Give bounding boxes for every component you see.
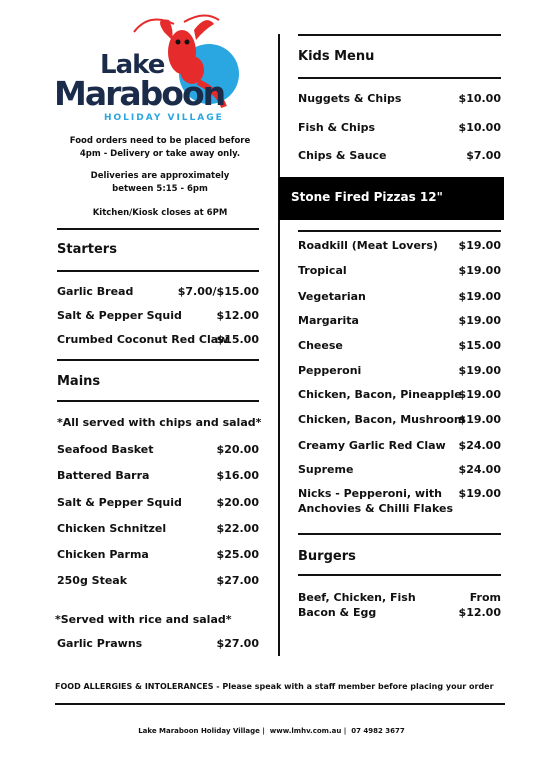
menu-item: [57, 496, 259, 510]
menu-item: [298, 388, 501, 402]
delivery-notice-line1: Deliveries are approximately: [90, 171, 230, 181]
item-name: Seafood Basket: [57, 443, 154, 456]
menu-item: [298, 413, 501, 427]
menu-item: [57, 548, 259, 562]
kitchen-notice: Kitchen/Kiosk closes at 6PM: [92, 208, 228, 218]
item-name: Roadkill (Meat Lovers): [298, 239, 438, 252]
item-price: $7.00/$15.00: [177, 285, 259, 298]
item-price: $22.00: [216, 522, 259, 535]
item-name: Vegetarian: [298, 290, 366, 303]
delivery-notice: [60, 170, 260, 196]
item-name: 250g Steak: [57, 574, 128, 587]
item-name: Nuggets & Chips: [298, 92, 402, 105]
item-price: $12.00: [216, 309, 259, 322]
pizza-banner: [279, 177, 504, 220]
menu-item: [298, 463, 501, 477]
menu-item: [57, 333, 259, 347]
item-price: $19.00: [458, 364, 501, 377]
item-name: Beef, Chicken, Fish: [298, 591, 416, 604]
item-name: Margarita: [298, 314, 359, 327]
item-name: Battered Barra: [57, 469, 150, 482]
item-name: Chicken Schnitzel: [57, 522, 167, 535]
menu-item: [57, 285, 259, 299]
item-name: Chicken, Bacon, Pineapple: [298, 388, 462, 401]
item-price: $19.00: [458, 487, 501, 500]
item-price: $15.00: [216, 333, 259, 346]
item-name: Creamy Garlic Red Claw: [298, 439, 446, 452]
menu-item: [298, 149, 501, 163]
menu-item: [298, 487, 501, 517]
menu-item: [298, 290, 501, 304]
item-price: $25.00: [216, 548, 259, 561]
mains-top-rule: [57, 359, 259, 361]
menu-item: [57, 574, 259, 588]
allergy-notice: FOOD ALLERGIES & INTOLERANCES - Please speak with a staff member before placing your order: [55, 682, 494, 691]
mains-note: *All served with chips and salad*: [57, 416, 262, 429]
item-price: $16.00: [216, 469, 259, 482]
starters-bottom-rule: [57, 270, 259, 272]
item-price: $19.00: [458, 388, 501, 401]
menu-item: [298, 591, 501, 621]
item-price: $20.00: [216, 443, 259, 456]
item-name: Garlic Bread: [57, 285, 134, 298]
order-notice-line2: 4pm - Delivery or take away only.: [79, 149, 241, 159]
item-price: $10.00: [458, 92, 501, 105]
item-name: Tropical: [298, 264, 347, 277]
logo-text-lake: Lake: [100, 50, 165, 80]
menu-item: [298, 339, 501, 353]
pizza-heading: Stone Fired Pizzas 12": [291, 190, 443, 204]
item-price: $12.00: [458, 606, 501, 619]
item-price: $19.00: [458, 314, 501, 327]
footer-rule: [55, 703, 505, 705]
item-name: Pepperoni: [298, 364, 362, 377]
item-price: $19.00: [458, 239, 501, 252]
item-price: $15.00: [458, 339, 501, 352]
logo-text-maraboon: Maraboon: [54, 74, 225, 113]
burgers-heading: Burgers: [298, 549, 356, 564]
item-name: Chicken Parma: [57, 548, 149, 561]
menu-item: [298, 264, 501, 278]
menu-item: [298, 314, 501, 328]
order-notice: [60, 135, 260, 161]
kids-heading: Kids Menu: [298, 49, 375, 64]
order-notice-line1: Food orders need to be placed before: [69, 136, 251, 146]
mains-rice-note: *Served with rice and salad*: [55, 613, 232, 626]
logo-subtitle: HOLIDAY VILLAGE: [104, 113, 224, 123]
item-price: $20.00: [216, 496, 259, 509]
item-name: Supreme: [298, 463, 354, 476]
item-name: Crumbed Coconut Red Claw: [57, 333, 229, 346]
menu-item: [298, 439, 501, 453]
item-price: $24.00: [458, 439, 501, 452]
item-name: Fish & Chips: [298, 121, 376, 134]
menu-item: [298, 239, 501, 253]
item-name: Salt & Pepper Squid: [57, 309, 182, 322]
mains-heading: Mains: [57, 374, 101, 389]
menu-item: [298, 92, 501, 106]
menu-item: [298, 121, 501, 135]
item-name: Garlic Prawns: [57, 637, 143, 650]
item-price: $27.00: [216, 574, 259, 587]
item-price: $10.00: [458, 121, 501, 134]
starters-heading: Starters: [57, 242, 117, 257]
item-name: Chicken, Bacon, Mushroom: [298, 413, 466, 426]
column-divider: [278, 34, 280, 656]
item-price: $27.00: [216, 637, 259, 650]
item-price: $19.00: [458, 264, 501, 277]
burgers-bottom-rule: [298, 574, 501, 576]
pizza-top-rule: [298, 230, 501, 232]
footer-contact: Lake Maraboon Holiday Village | www.lmhv.com.au | 07 4982 3677: [138, 727, 405, 735]
mains-bottom-rule: [57, 400, 259, 402]
starters-top-rule: [57, 228, 259, 230]
item-name: Cheese: [298, 339, 343, 352]
item-price: $19.00: [458, 413, 501, 426]
menu-item: [57, 309, 259, 323]
menu-item: [57, 443, 259, 457]
item-name: Chips & Sauce: [298, 149, 387, 162]
menu-item: [57, 522, 259, 536]
kids-bottom-rule: [298, 77, 501, 79]
menu-item: [57, 469, 259, 483]
item-name-line2: Bacon & Egg: [298, 606, 377, 619]
delivery-notice-line2: between 5:15 - 6pm: [112, 184, 208, 194]
item-name-line2: Anchovies & Chilli Flakes: [298, 502, 454, 515]
item-price: $7.00: [466, 149, 501, 162]
item-price-label: From: [469, 591, 501, 604]
item-price: $19.00: [458, 290, 501, 303]
kids-top-rule: [298, 34, 501, 36]
item-price: $24.00: [458, 463, 501, 476]
burgers-top-rule: [298, 533, 501, 535]
logo: [54, 12, 244, 130]
menu-item: [57, 637, 259, 651]
menu-item: [298, 364, 501, 378]
item-name: Nicks - Pepperoni, with: [298, 487, 442, 500]
item-name: Salt & Pepper Squid: [57, 496, 182, 509]
